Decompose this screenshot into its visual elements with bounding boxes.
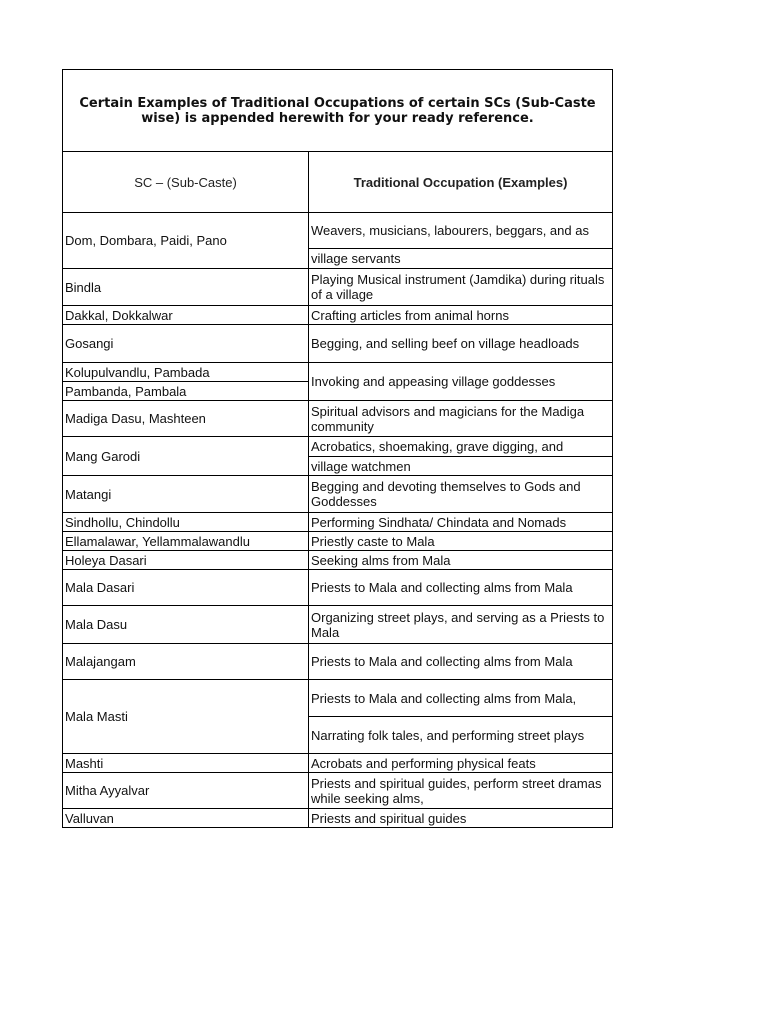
- subcaste-cell: Sindhollu, Chindollu: [63, 513, 309, 532]
- table-row: [63, 570, 613, 606]
- subcaste-cell: Ellamalawar, Yellammalawandlu: [63, 532, 309, 551]
- occupation-cell: Crafting articles from animal horns: [309, 306, 613, 325]
- table-row: [63, 644, 613, 680]
- occupation-cell: Weavers, musicians, labourers, beggars, and as: [309, 213, 613, 249]
- table-row: [63, 773, 613, 809]
- subcaste-cell: Matangi: [63, 476, 309, 513]
- occupation-cell: Priests to Mala and collecting alms from Mala,: [309, 680, 613, 717]
- table-row: [63, 532, 613, 551]
- subcaste-cell: Holeya Dasari: [63, 551, 309, 570]
- subcaste-cell: Mitha Ayyalvar: [63, 773, 309, 809]
- occupation-cell: village watchmen: [309, 457, 613, 476]
- table-row: [63, 680, 613, 717]
- caption-row: [63, 70, 613, 152]
- table-row: [63, 325, 613, 363]
- table-row: [63, 213, 613, 249]
- occupation-cell: Begging and devoting themselves to Gods and Goddesses: [309, 476, 613, 513]
- table-row: [63, 306, 613, 325]
- occupation-cell: Narrating folk tales, and performing street plays: [309, 717, 613, 754]
- occupations-sheet: [62, 69, 612, 828]
- subcaste-cell: Malajangam: [63, 644, 309, 680]
- subcaste-cell: Bindla: [63, 269, 309, 306]
- subcaste-cell: Mala Dasari: [63, 570, 309, 606]
- occupation-cell: Priestly caste to Mala: [309, 532, 613, 551]
- table-row: [63, 363, 613, 382]
- subcaste-cell: Dom, Dombara, Paidi, Pano: [63, 213, 309, 269]
- occupation-cell: Seeking alms from Mala: [309, 551, 613, 570]
- occupation-cell: Spiritual advisors and magicians for the Madiga community: [309, 401, 613, 437]
- subcaste-cell: Madiga Dasu, Mashteen: [63, 401, 309, 437]
- subcaste-cell: Mala Dasu: [63, 606, 309, 644]
- occupation-cell: Invoking and appeasing village goddesses: [309, 363, 613, 401]
- subcaste-cell: Mala Masti: [63, 680, 309, 754]
- subcaste-cell: Dakkal, Dokkalwar: [63, 306, 309, 325]
- subcaste-cell: Gosangi: [63, 325, 309, 363]
- occupations-table: [62, 69, 613, 828]
- subcaste-cell: Mang Garodi: [63, 437, 309, 476]
- table-row: [63, 551, 613, 570]
- occupation-cell: Priests and spiritual guides, perform street dramas while seeking alms,: [309, 773, 613, 809]
- occupation-cell: village servants: [309, 249, 613, 269]
- table-row: [63, 754, 613, 773]
- column-header-subcaste: SC – (Sub-Caste): [63, 152, 309, 213]
- table-row: [63, 437, 613, 457]
- subcaste-cell: Valluvan: [63, 809, 309, 828]
- subcaste-cell: Mashti: [63, 754, 309, 773]
- occupation-cell: Priests to Mala and collecting alms from Mala: [309, 570, 613, 606]
- table-row: [63, 401, 613, 437]
- table-caption: Certain Examples of Traditional Occupations of certain SCs (Sub-Caste wise) is appended herewith for your ready reference.: [63, 70, 613, 152]
- occupation-cell: Playing Musical instrument (Jamdika) during rituals of a village: [309, 269, 613, 306]
- occupation-cell: Performing Sindhata/ Chindata and Nomads: [309, 513, 613, 532]
- subcaste-cell: Pambanda, Pambala: [63, 382, 309, 401]
- column-header-row: [63, 152, 613, 213]
- occupation-cell: Acrobats and performing physical feats: [309, 754, 613, 773]
- occupation-cell: Priests and spiritual guides: [309, 809, 613, 828]
- table-row: [63, 269, 613, 306]
- occupation-cell: Priests to Mala and collecting alms from Mala: [309, 644, 613, 680]
- table-row: [63, 513, 613, 532]
- table-row: [63, 606, 613, 644]
- occupation-cell: Acrobatics, shoemaking, grave digging, and: [309, 437, 613, 457]
- table-row: [63, 809, 613, 828]
- subcaste-cell: Kolupulvandlu, Pambada: [63, 363, 309, 382]
- column-header-occupation: Traditional Occupation (Examples): [309, 152, 613, 213]
- occupation-cell: Begging, and selling beef on village headloads: [309, 325, 613, 363]
- table-row: [63, 476, 613, 513]
- occupation-cell: Organizing street plays, and serving as a Priests to Mala: [309, 606, 613, 644]
